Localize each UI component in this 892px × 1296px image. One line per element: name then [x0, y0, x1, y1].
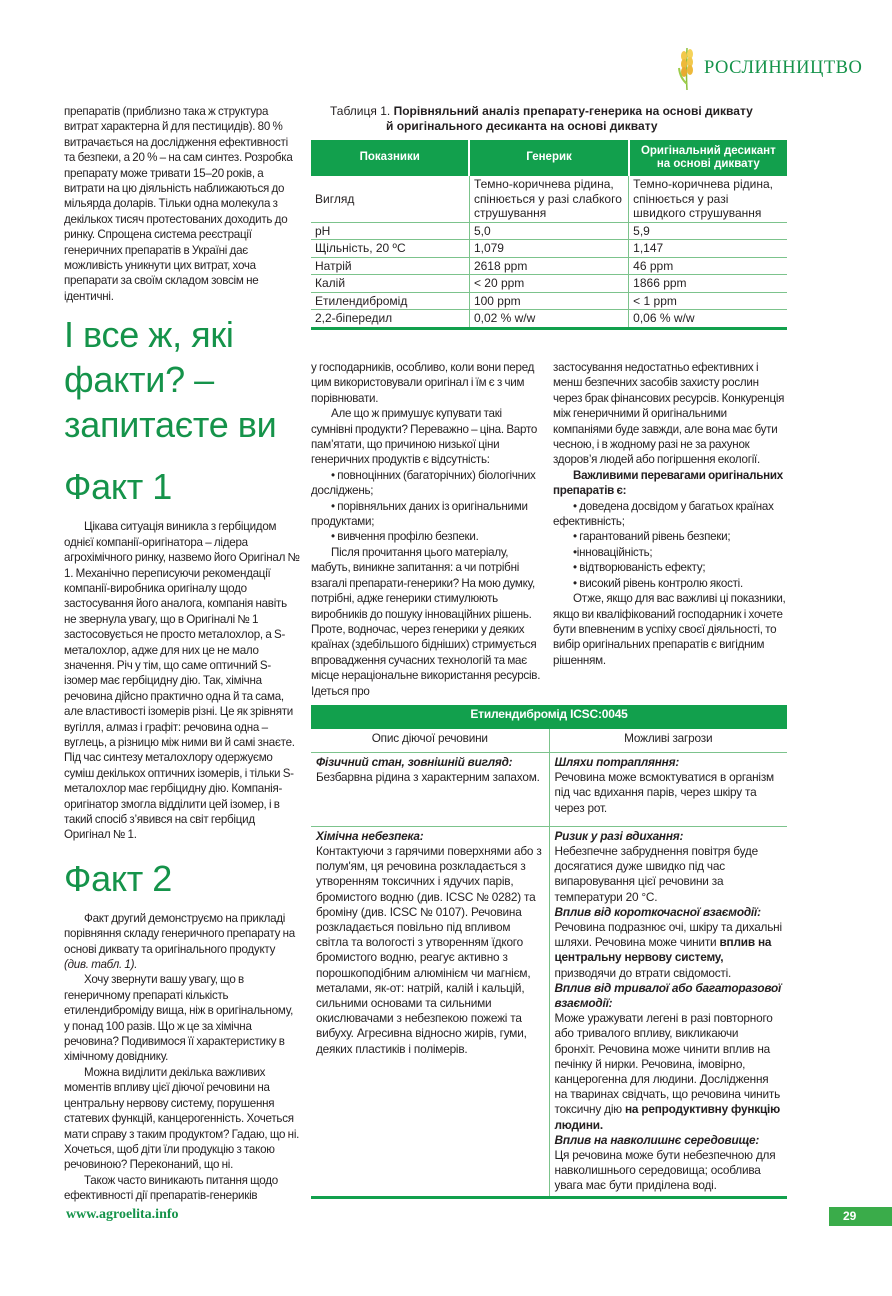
col3-paragraph-2: Отже, якщо для вас важливі ці показники, якщо ви кваліфікований господарник і хочете бути впевненим в успіху своєї діяльності, то вибір оригінальних препаратів є вигідним рішенням.	[553, 592, 786, 667]
ethylene-dibromide-table	[311, 705, 787, 1199]
advantages-heading: Важливими перевагами оригінальних препаратів є:	[553, 468, 783, 498]
column-1	[64, 104, 300, 1204]
table-row	[311, 176, 787, 222]
text-physical-state: Безбарвна рідина з характерним запахом.	[316, 770, 540, 785]
fact2-paragraph-2: Хочу звернути вашу увагу, що в генеричному препараті кількість етилендиброміду вища, ніж в оригінальному, у понад 100 разів. Що ж це за хімічна речовина? Подивимося її характеристику в хімічному довіднику.	[64, 973, 294, 1064]
label-short-term: Вплив від короткочасної взаємодії:	[554, 904, 761, 919]
middle-columns	[311, 360, 787, 699]
cell: Темно-коричнева рідина, спінюється у разі швидкого струшування	[629, 176, 787, 222]
website-link[interactable]: www.agroelita.info	[66, 1207, 179, 1222]
cell-chemical-hazard	[311, 826, 549, 1197]
cell-risks	[549, 826, 787, 1197]
table-header-row	[311, 140, 787, 176]
table-row	[311, 310, 787, 329]
list-item: • повноцінних (багаторічних) біологічних досліджень;	[311, 468, 536, 498]
text-short-term-a: Речовина подразнює очі, шкіру та дихальні шляхи. Речовина може чинити	[554, 920, 782, 950]
col2-paragraph-3: Після прочитання цього матеріалу, мабуть, виникне запитання: а чи потрібні взагалі препарати-генерики? На мою думку, потрібні, адже генерики стимулюють виробників до пошуку інноваційних рішень. Проте, водночас, через генерики у деяких країнах (здебільшого бідніших) стримується впровадження сучасних технологій та має місце нераціональне використання ресурсів. Ідеться про	[311, 545, 541, 698]
cell-physical-state	[311, 753, 549, 827]
wheat-ear-icon	[676, 44, 698, 92]
main-heading: І все ж, які факти? – запитаєте ви	[64, 314, 277, 446]
fact2-paragraph-1-text: Факт другий демонструємо на прикладі порівняння складу генеричного препарату на основі диквату та оригінального продукту	[64, 911, 295, 956]
cell: 1,079	[469, 240, 628, 258]
cell: Вигляд	[311, 176, 469, 222]
section-title: РОСЛИННИЦТВО	[704, 57, 863, 78]
label-physical-state: Фізичний стан, зовнішній вигляд:	[316, 755, 513, 769]
table-row	[311, 275, 787, 293]
table2-subheader-row	[311, 729, 787, 753]
cell: < 1 ppm	[629, 292, 787, 310]
fact2-paragraph-4: Також часто виникають питання щодо ефективності дії препаратів-генериків	[64, 1173, 278, 1203]
table1-title-line1: Порівняльний аналіз препарату-генерика на основі диквату	[393, 104, 753, 118]
column-3	[553, 360, 787, 699]
text-short-term-c: призводячи до втрати свідомості.	[554, 965, 732, 980]
text-inhalation-risk: Небезпечне забруднення повітря буде досягатися дуже швидко під час випаровування цієї речовини за температури 20 °С.	[554, 844, 758, 904]
text-environment: Ця речовина може бути небезпечною для навколишнього середовища; особлива увага має бути приділена воді.	[554, 1148, 776, 1193]
table-row	[311, 257, 787, 275]
cell: < 20 ppm	[469, 275, 628, 293]
cell: 2,2-біпередил	[311, 310, 469, 329]
header-hazards: Можливі загрози	[549, 729, 787, 753]
page-number: 29	[829, 1207, 892, 1226]
cell: 2618 ppm	[469, 257, 628, 275]
comparison-table	[311, 140, 787, 330]
label-environment: Вплив на навколишнє середовище:	[554, 1132, 760, 1147]
fact2-paragraph-3: Можна виділити декілька важливих моментів впливу цієї діючої речовини на центральну нервову систему, порушення статевих функцій, канцерогенність. Хочеться мати справу з таким продуктом? Гадаю, що ні. Хочеться, щоб діти їли продукцію з такою речовиною? Переконаний, що ні.	[64, 1065, 300, 1172]
cell: Етилендибромід	[311, 292, 469, 310]
header-generic: Генерик	[469, 140, 628, 176]
fact1-heading: Факт 1	[64, 466, 173, 508]
label-inhalation-risk: Ризик у разі вдихання:	[554, 828, 684, 843]
cell: Темно-коричнева рідина, спінюється у разі слабкого струшування	[469, 176, 628, 222]
col3-paragraph-1: застосування недостатньо ефективних і менш безпечних засобів захисту рослин через брак фінансових ресурсів. Конкуренція між генеричними й оригінальними компаніями буде завжди, але вона має бути чесною, і в жодному разі не за рахунок здоров’я людей або погіршення екології.	[553, 361, 785, 467]
header-indicators: Показники	[311, 140, 469, 176]
intro-paragraph: препаратів (приблизно така ж структура витрат характерна й для пестицидів). 80 % витрачається на дослідження ефективності та безпеки, а 20 % – на сам синтез. Розробка препарату може тривати 15–20 років, а витрати на цю діяльність наближаються до мільярда доларів. Тільки одна молекула з декількох тисяч протестованих доходить до ринку. Спрощена система реєстрації генеричних препаратів в Україні дає можливість уникнути цих витрат, хоча препарати за своїм складом зовсім не ідентичні.	[64, 105, 293, 303]
list-item: • високий рівень контролю якості.	[573, 576, 743, 590]
cell: 1866 ppm	[629, 275, 787, 293]
list-item: •інноваційність;	[573, 545, 653, 559]
list-item: • відтворюваність ефекту;	[573, 561, 706, 575]
fact1-paragraph: Цікава ситуація виникла з гербіцидом однієї компанії-оригінатора – лідера агрохімічного ринку, назвемо його Оригінал № 1. Механічно переписуючи рекомендації компанії-виробника оригіналу щодо застосування його аналога, компанія навіть не звернула увагу, що в Оригіналі № 1 застосовується не просто металохлор, а S-металохлор, адже для них це не мало значення. Річ у тім, що саме оптичний S-ізомер має гербіцидну дію. Так, хімічна речовина дійсно практично одна й та сама, але властивості ізомерів різні. Це як зрівняти вугілля, алмаз і графіт: речовина одна – вуглець, а різницю між ними ви й самі знаєте. Під час синтезу металохлору одержуємо суміш декількох оптичних ізомерів, і тільки S-металохлор має гербіцидну дію. Компанія-оригінатор змогла відділити цей ізомер, і в такий спосіб з’явився на світ гербіцид Оригінал № 1.	[64, 520, 300, 842]
table-row	[311, 292, 787, 310]
col2-paragraph-2: Але що ж примушує купувати такі сумнівні продукти? Переважно – ціна. Варто пам’ятати, що причиною низької ціни генеричних продуктів є відсутність:	[311, 407, 538, 467]
table2-title-row	[311, 705, 787, 729]
fact2-heading: Факт 2	[64, 857, 173, 899]
table-reference: (див. табл. 1).	[64, 958, 138, 972]
cell: 5,0	[469, 222, 628, 240]
text-routes: Речовина може всмоктуватися в організм під час вдихання парів, через шкіру та через рот.	[554, 770, 774, 815]
cell: Натрій	[311, 257, 469, 275]
table1-caption	[330, 104, 790, 134]
cell: 0,06 % w/w	[629, 310, 787, 329]
cell: 100 ppm	[469, 292, 628, 310]
table-row	[311, 753, 787, 827]
text-chemical-hazard: Контактуючи з гарячими поверхнями або з полум'ям, ця речовина розкладається з утворенням токсичних і ядучих парів, бромистого водню (див. ICSC № 0282) та броміну (див. ICSC № 0107). Речовина розкладається повільно під впливом світла та вологості з утворенням їдкого бромистого водню, реагує активно з порошкоподібним алюмінієм чи магнієм, металами, як-от: натрій, калій і кальцій, сильними основами та сильними окислювачами з небезпекою пожежі та вибуху. Агресивна відносно жирів, гуми, деяких пластиків і полімерів.	[316, 844, 542, 1056]
header-original: Оригінальний десикант на основі диквату	[629, 140, 787, 176]
list-item: • доведена досвідом у багатьох країнах ефективність;	[553, 499, 774, 529]
table2-title: Етилендибромід ICSC:0045	[311, 705, 787, 729]
text-long-term-a: Може уражувати легені в разі повторного або тривалого впливу, викликаючи бронхіт. Речовина може чинити вплив на печінку й нирки. Речовина, імовірно, канцерогенна для людини. Дослідження на тваринах свідчать, що речовина чинить токсичну дію	[554, 1011, 781, 1117]
label-long-term: Вплив від тривалої або багаторазової взаємодії:	[554, 980, 782, 1011]
label-chemical-hazard: Хімічна небезпека:	[316, 828, 424, 843]
table-row	[311, 240, 787, 258]
fact2-paragraph-1	[64, 911, 300, 973]
list-item: • порівняльних даних із оригінальними продуктами;	[311, 499, 528, 529]
column-2	[311, 360, 545, 699]
table-row	[311, 826, 787, 1197]
table1-label: Таблиця 1.	[330, 104, 391, 118]
cell: 5,9	[629, 222, 787, 240]
text-long-term-bold: на репродуктивну функцію людини.	[554, 1102, 781, 1132]
list-item: • вивчення профілю безпеки.	[331, 530, 479, 544]
cell: 46 ppm	[629, 257, 787, 275]
table1-title-line2: й оригінального десиканта на основі диквату	[386, 119, 658, 133]
table-row	[311, 222, 787, 240]
text-short-term-bold: вплив на центральну нервову систему,	[554, 935, 772, 965]
header-description: Опис діючої речовини	[311, 729, 549, 753]
col2-paragraph-1: у господарників, особливо, коли вони перед цим використовували оригінал і їм є з чим порівнювати.	[311, 361, 535, 405]
cell: 0,02 % w/w	[469, 310, 628, 329]
cell: Щільність, 20 ºС	[311, 240, 469, 258]
label-routes: Шляхи потрапляння:	[554, 755, 680, 769]
section-header	[676, 42, 862, 94]
list-item: • гарантований рівень безпеки;	[573, 530, 731, 544]
cell-routes	[549, 753, 787, 827]
cell: 1,147	[629, 240, 787, 258]
cell: Калій	[311, 275, 469, 293]
cell: pH	[311, 222, 469, 240]
